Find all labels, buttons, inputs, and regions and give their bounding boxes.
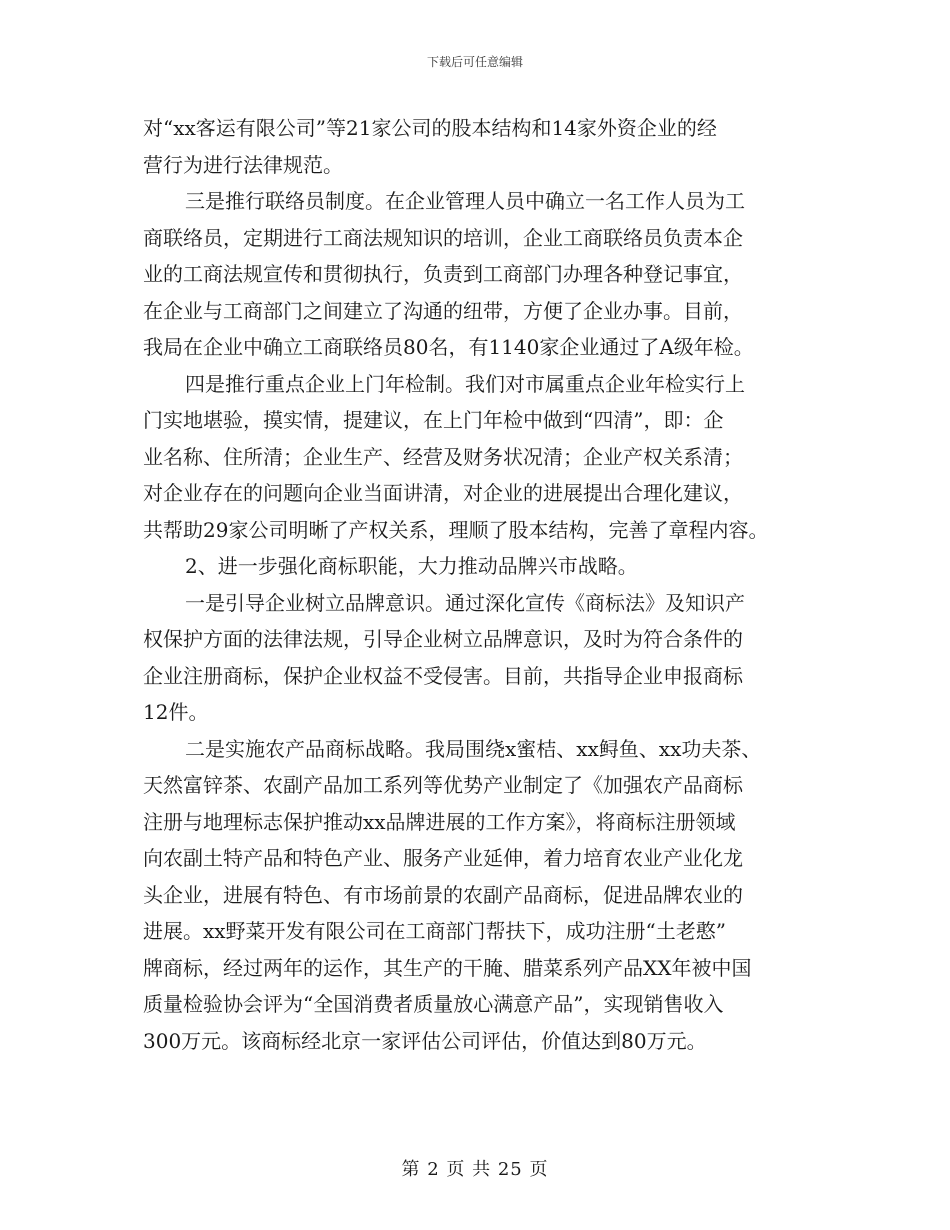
- text-line: 对企业存在的问题向企业当面讲清，对企业的进展提出合理化建议，: [143, 481, 743, 505]
- text-line: 在企业与工商部门之间建立了沟通的纽带，方便了企业办事。目前，: [143, 298, 743, 323]
- text-line: 天然富锌茶、农副产品加工系列等优势产业制定了《加强农产品商标: [143, 773, 743, 797]
- text-line: 牌商标，经过两年的运作，其生产的干腌、腊菜系列产品XX年被中国: [143, 955, 752, 980]
- text-line: 质量检验协会评为“全国消费者质量放心满意产品”，实现销售收入: [143, 992, 724, 1016]
- page-header: 下载后可任意编辑: [426, 55, 523, 69]
- paragraph-start: 三是推行联络员制度。在企业管理人员中确立一名工作人员为工: [185, 189, 745, 213]
- text-line: 业名称、住所清；企业生产、经营及财务状况清；企业产权关系清；: [143, 444, 743, 469]
- text-line: 共帮助29家公司明晰了产权关系，理顺了股本结构，完善了章程内容。: [143, 517, 769, 542]
- text-line: 商联络员，定期进行工商法规知识的培训，企业工商联络员负责本企: [143, 225, 743, 250]
- text-line: 300万元。该商标经北京一家评估公司评估，价值达到80万元。: [143, 1028, 707, 1053]
- text-line: 向农副土特产品和特色产业、服务产业延伸，着力培育农业产业化龙: [143, 846, 743, 870]
- section-heading: 2、进一步强化商标职能，大力推动品牌兴市战略。: [185, 554, 638, 578]
- paragraph-start: 一是引导企业树立品牌意识。通过深化宣传《商标法》及知识产: [185, 590, 745, 615]
- text-line: 注册与地理标志保护推动xx品牌进展的工作方案》，将商标注册领域: [143, 809, 736, 834]
- text-line: 头企业，进展有特色、有市场前景的农副产品商标，促进品牌农业的: [143, 882, 743, 907]
- paragraph-start: 四是推行重点企业上门年检制。我们对市属重点企业年检实行上: [185, 371, 745, 396]
- text-line: 权保护方面的法律法规，引导企业树立品牌意识，及时为符合条件的: [143, 627, 743, 651]
- page-number-footer: 第 2 页 共 25 页: [401, 1159, 549, 1180]
- text-line: 对“xx客运有限公司”等21家公司的股本结构和14家外资企业的经: [143, 116, 717, 140]
- text-line: 我局在企业中确立工商联络员80名，有1140家企业通过了A级年检。: [143, 335, 754, 359]
- text-line: 企业注册商标，保护企业权益不受侵害。目前，共指导企业申报商标: [143, 663, 743, 688]
- text-line: 业的工商法规宣传和贯彻执行，负责到工商部门办理各种登记事宜，: [143, 262, 743, 286]
- text-line: 进展。xx野菜开发有限公司在工商部门帮扶下，成功注册“土老憨”: [143, 919, 727, 943]
- text-line: 12件。: [143, 700, 209, 724]
- text-line: 营行为进行法律规范。: [143, 152, 343, 177]
- text-line: 门实地堪验，摸实情，提建议，在上门年检中做到“四清”，即：企: [143, 408, 724, 432]
- paragraph-start: 二是实施农产品商标战略。我局围绕x蜜桔、xx鲟鱼、xx功夫茶、: [185, 736, 762, 761]
- document-body: [143, 110, 815, 1059]
